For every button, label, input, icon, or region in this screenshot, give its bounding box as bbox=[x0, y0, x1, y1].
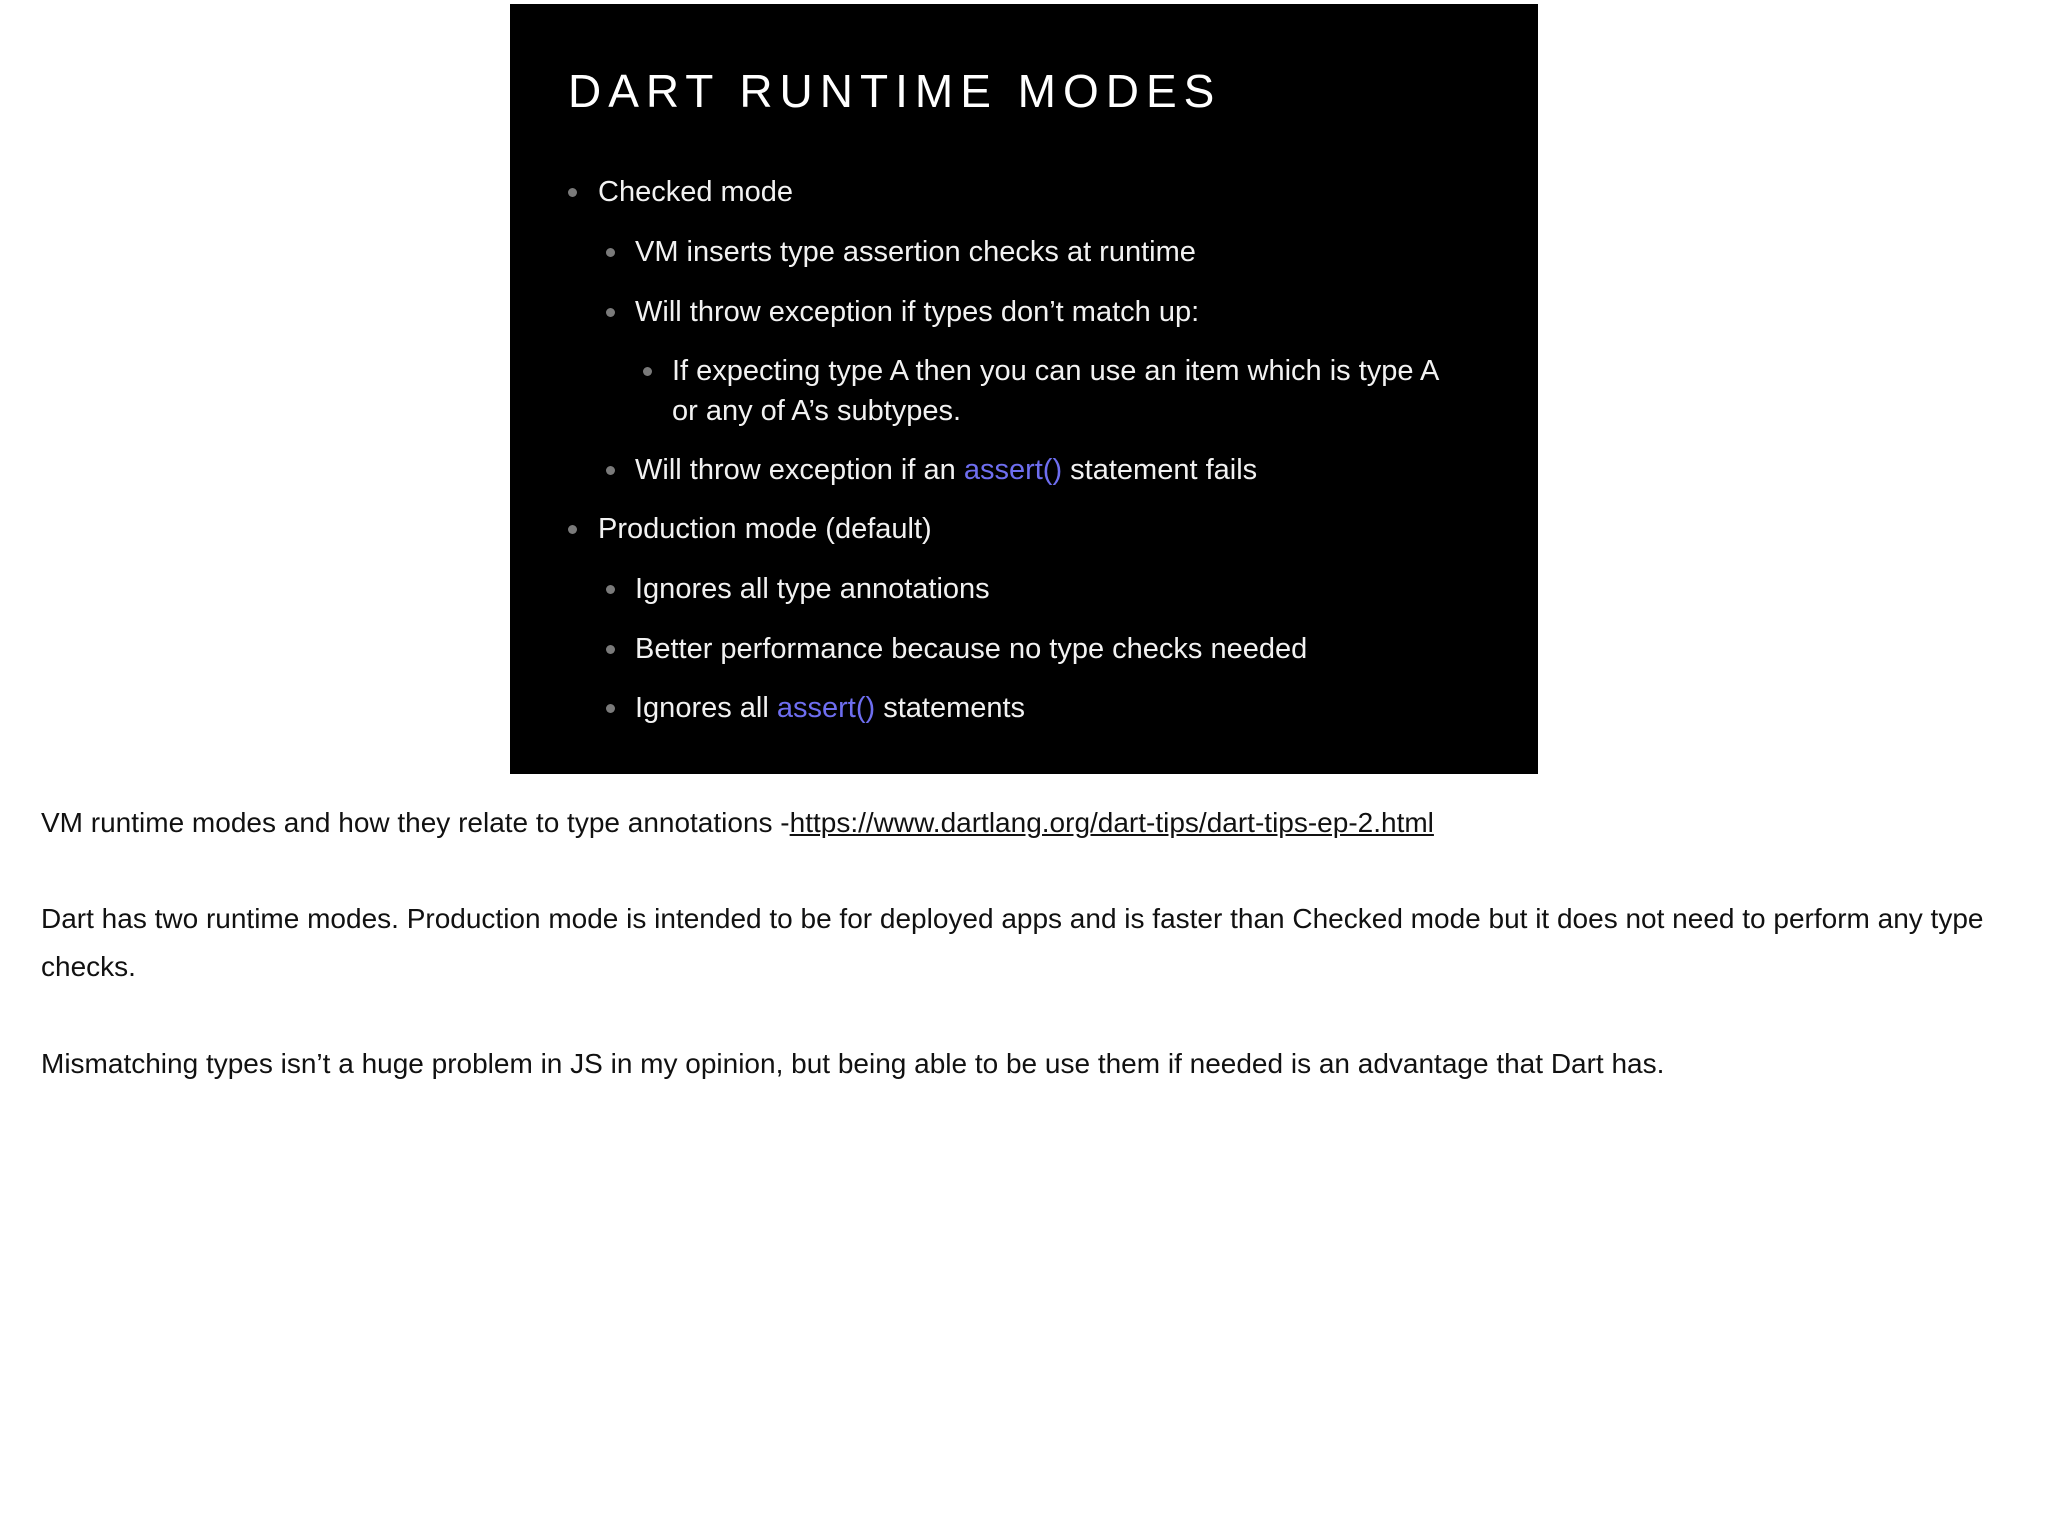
bullet-throw-mismatch bbox=[606, 292, 1199, 332]
slide-title: DART RUNTIME MODES bbox=[568, 65, 1222, 117]
bullet-vm-inserts bbox=[606, 232, 1196, 272]
bullet-dot-icon bbox=[606, 645, 615, 654]
bullet-subtypes bbox=[643, 351, 1443, 431]
bullet-text-part: statements bbox=[875, 692, 1026, 724]
bullet-dot-icon bbox=[643, 367, 652, 376]
bullet-dot-icon bbox=[568, 525, 577, 534]
bullet-text: Checked mode bbox=[598, 176, 794, 208]
bullet-dot-icon bbox=[606, 248, 615, 257]
bullet-dot-icon bbox=[606, 466, 615, 475]
notes-paragraph-2: Dart has two runtime modes. Production mode is intended to be for deployed apps and is faster than Checked mode but it does not need to perform any type checks. bbox=[41, 903, 1984, 982]
bullet-text bbox=[635, 450, 1257, 490]
notes-paragraph-1 bbox=[41, 799, 1434, 847]
notes-text: VM runtime modes and how they relate to type annotations - bbox=[41, 807, 790, 838]
bullet-ignores-annotations bbox=[606, 569, 990, 609]
bullet-text: Will throw exception if types don’t match up: bbox=[635, 296, 1200, 328]
bullet-dot-icon bbox=[606, 308, 615, 317]
bullet-better-performance bbox=[606, 629, 1307, 669]
assert-code: assert() bbox=[776, 692, 876, 724]
bullet-assert-fails bbox=[606, 450, 1257, 490]
bullet-checked-mode bbox=[568, 172, 793, 212]
bullet-text bbox=[635, 688, 1025, 728]
bullet-text: Production mode (default) bbox=[598, 513, 932, 545]
reference-link[interactable]: https://www.dartlang.org/dart-tips/dart-tips-ep-2.html bbox=[789, 807, 1434, 838]
bullet-text-part: statement fails bbox=[1062, 454, 1258, 486]
bullet-production-mode bbox=[568, 509, 932, 549]
bullet-text: VM inserts type assertion checks at runtime bbox=[635, 236, 1196, 268]
bullet-text: Ignores all type annotations bbox=[635, 573, 990, 605]
bullet-text: If expecting type A then you can use an item which is type A or any of A’s subtypes. bbox=[672, 355, 1438, 427]
slide bbox=[510, 4, 1538, 774]
bullet-text-part: Will throw exception if an bbox=[635, 454, 964, 486]
bullet-dot-icon bbox=[606, 704, 615, 713]
bullet-ignores-asserts bbox=[606, 688, 1025, 728]
bullet-dot-icon bbox=[568, 188, 577, 197]
notes-paragraph-3: Mismatching types isn’t a huge problem in JS in my opinion, but being able to be use them if needed is an advantage that Dart has. bbox=[41, 1048, 1665, 1079]
bullet-text-part: Ignores all bbox=[635, 692, 777, 724]
bullet-dot-icon bbox=[606, 585, 615, 594]
bullet-text: Better performance because no type checks needed bbox=[635, 633, 1308, 665]
assert-code: assert() bbox=[963, 454, 1063, 486]
